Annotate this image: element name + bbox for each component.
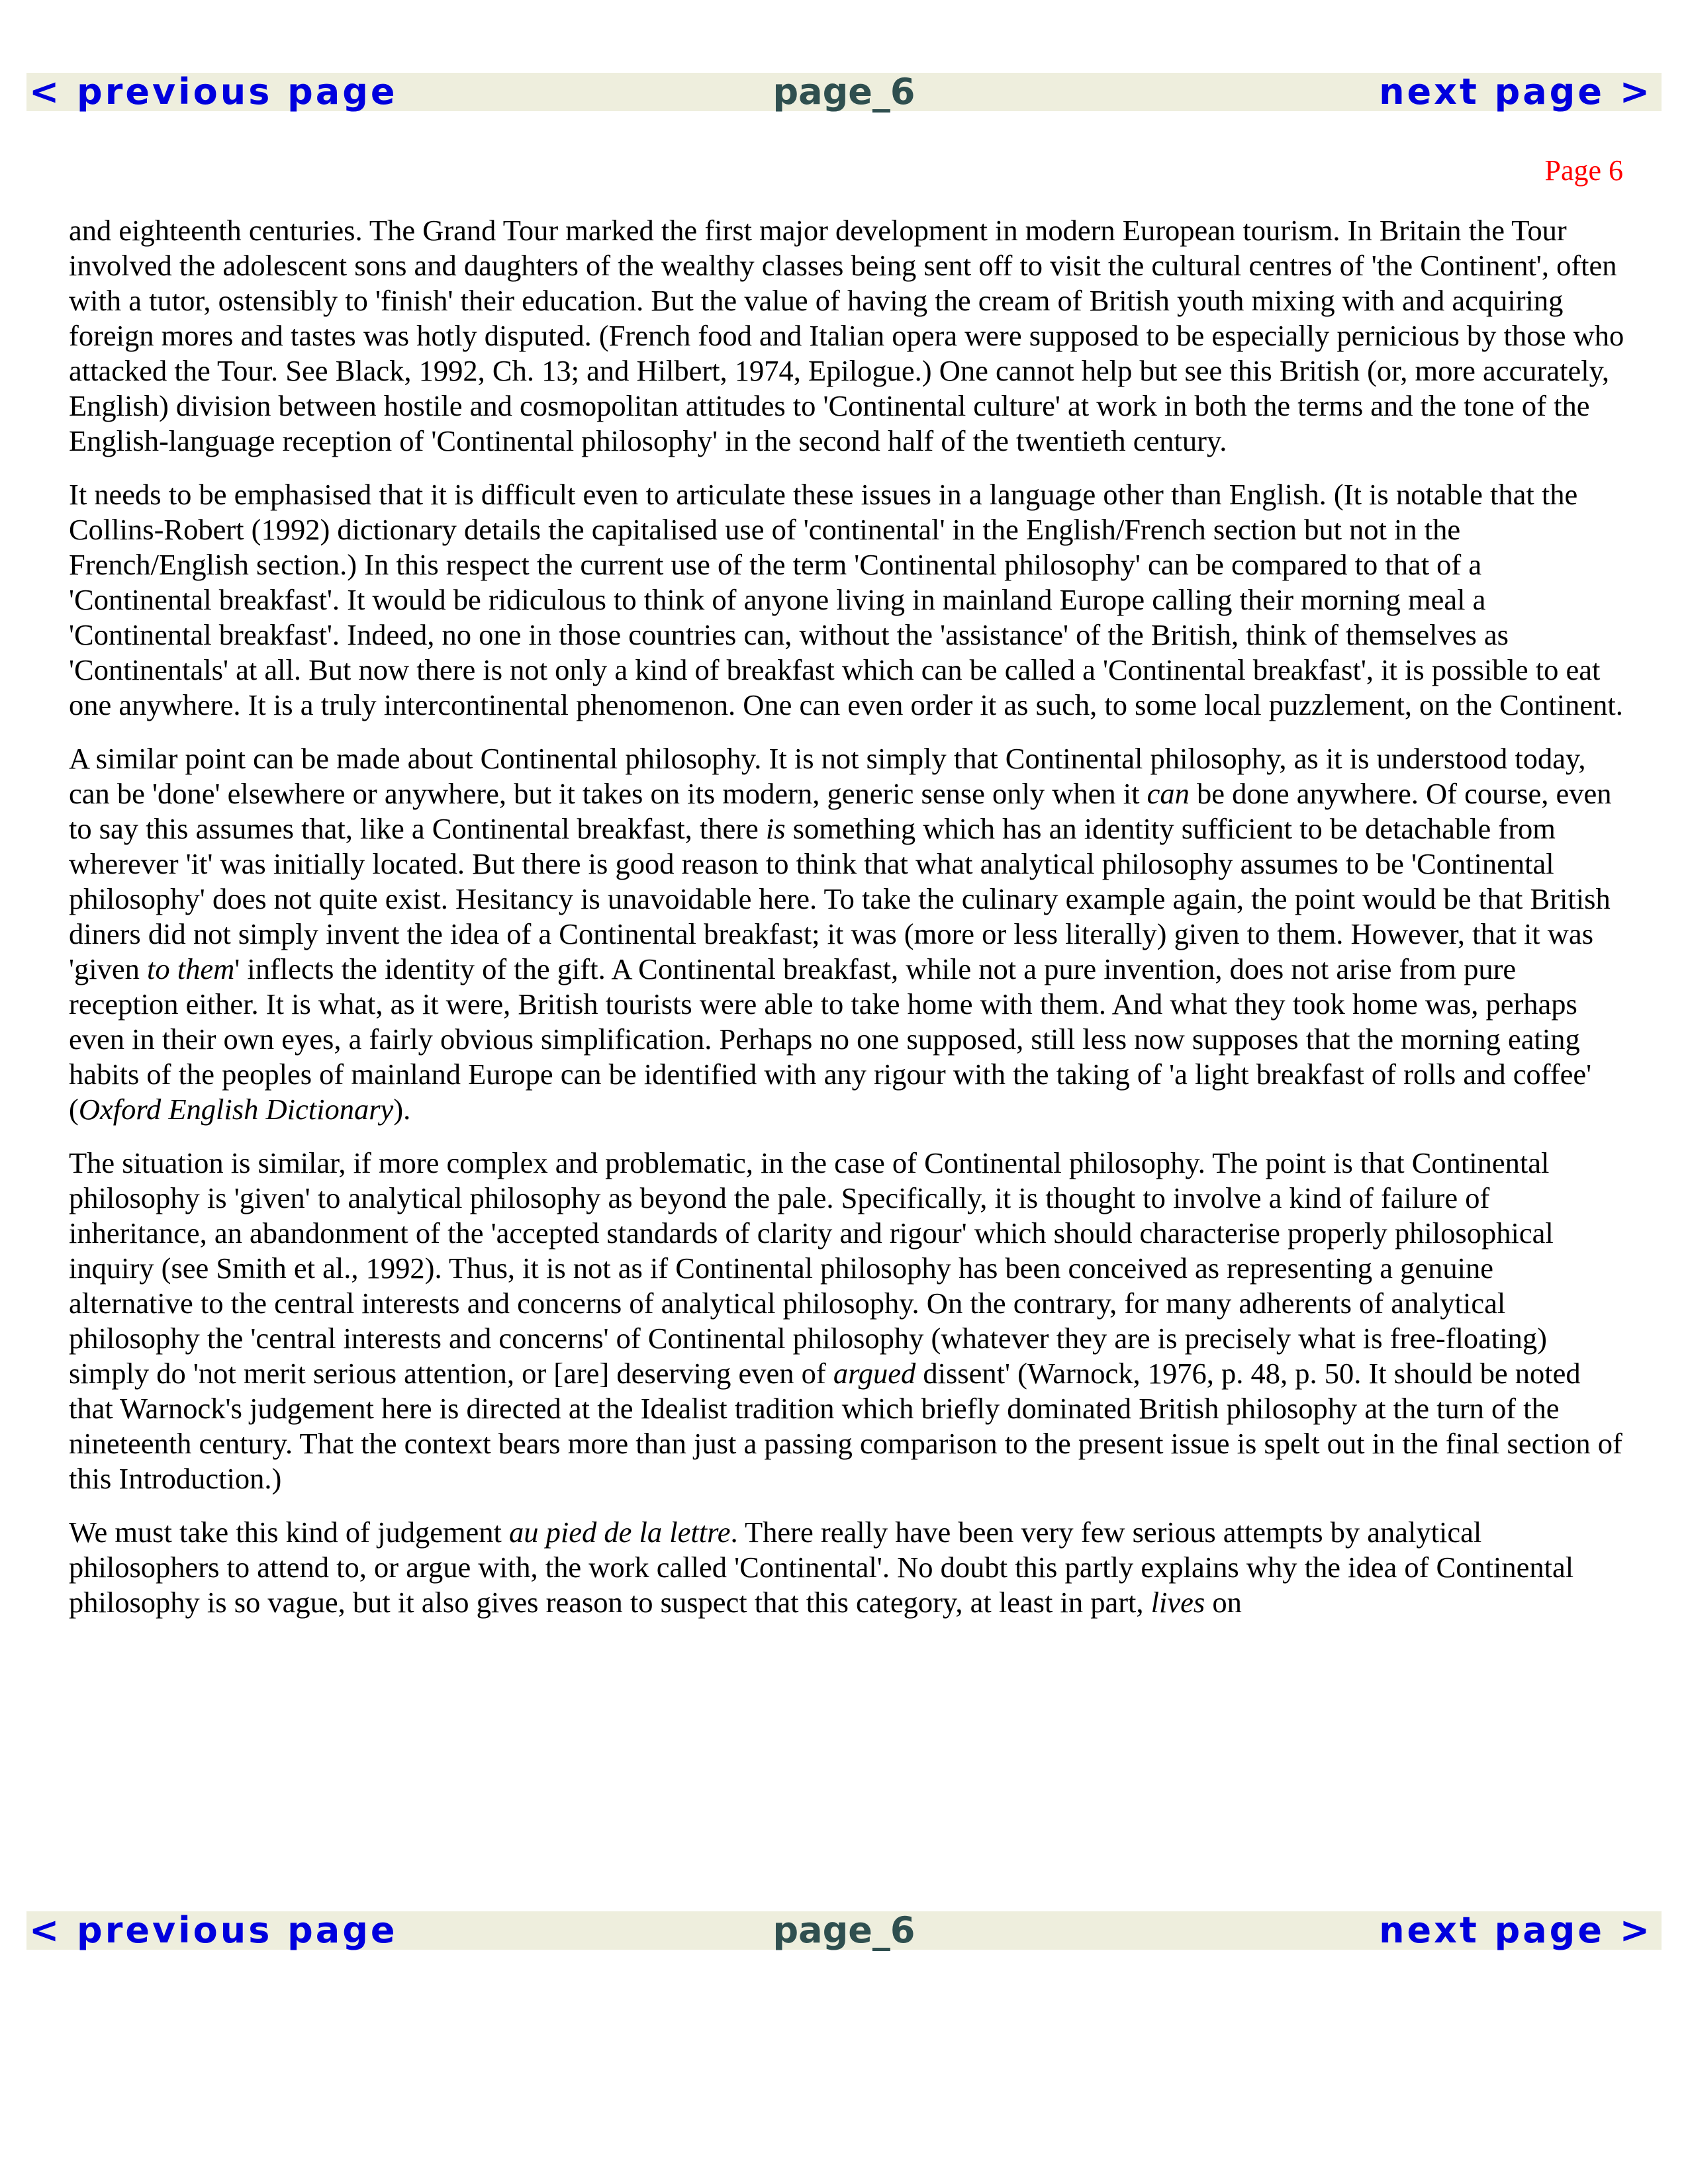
emphasis-text: au pied de la lettre	[509, 1516, 731, 1549]
page-number-label: Page 6	[1544, 154, 1623, 187]
text-run: something which has an identity sufficient to be detachable from wherever 'it' was initially located. But there is good reason to think that what analytical philosophy assumes to be 'Continental philosophy' does not quite exist. Hesitancy is unavoidable here. To take the culinary example again, the point would be that British diners did not simply invent the idea of a Continental breakfast; it was (more or less literally) given to them. However, that it was 'given	[69, 812, 1611, 985]
text-run: We must take this kind of judgement	[69, 1516, 510, 1549]
paragraph-2: It needs to be emphasised that it is difficult even to articulate these issues in a language other than English. (It is notable that the Collins-Robert (1992) dictionary details the capitalised use of 'continental' in the English/French section but not in the French/English section.) In this respect the current use of the term 'Continental philosophy' can be compared to that of a 'Continental breakfast'. It would be ridiculous to think of anyone living in mainland Europe calling their morning meal a 'Continental breakfast'. Indeed, no one in those countries can, without the 'assistance' of the British, think of themselves as 'Continentals' at all. But now there is not only a kind of breakfast which can be called a 'Continental breakfast', it is possible to eat one anywhere. It is a truly intercontinental phenomenon. One can even order it as such, to some local puzzlement, on the Continent.	[69, 478, 1623, 721]
emphasis-text: is	[765, 812, 786, 845]
bottom-navigation-bar	[26, 1911, 1662, 1950]
paragraph-4	[69, 1146, 1624, 1496]
text-run: on	[1205, 1586, 1242, 1619]
nav-page-title: page_6	[773, 71, 915, 113]
book-title: Oxford English Dictionary	[78, 1093, 394, 1126]
text-run: be done anywhere. Of course, even to say this assumes that, like a Continental breakfast, there	[69, 777, 1612, 845]
emphasis-text: can	[1147, 777, 1190, 810]
text-run: ' inflects the identity of the gift. A Continental breakfast, while not a pure invention, does not arise from pure reception either. It is what, as it were, British tourists were able to take home with them. And what they took home was, perhaps even in their own eyes, a fairly obvious simplification. Perhaps no one supposed, still less now supposes that the morning eating habits of the peoples of mainland Europe can be identified with any rigour with the taking of 'a light breakfast of rolls and coffee' (	[69, 952, 1592, 1126]
next-page-link[interactable]: next page >	[1379, 71, 1652, 113]
document-body	[69, 213, 1624, 1639]
text-run: ).	[393, 1093, 411, 1126]
top-navigation-bar	[26, 73, 1662, 111]
paragraph-3	[69, 741, 1624, 1127]
text-run: dissent' (Warnock, 1976, p. 48, p. 50. It should be noted that Warnock's judgement here is directed at the Idealist tradition which briefly dominated British philosophy at the turn of the nineteenth century. That the context bears more than just a passing comparison to the present issue is spelt out in the final section of this Introduction.)	[69, 1357, 1622, 1495]
previous-page-link[interactable]: < previous page	[29, 1909, 398, 1951]
next-page-link[interactable]: next page >	[1379, 1909, 1652, 1951]
text-run: . There really have been very few serious attempts by analytical philosophers to attend to, or argue with, the work called 'Continental'. No doubt this partly explains why the idea of Continental philosophy is so vague, but it also gives reason to suspect that this category, at least in part,	[69, 1516, 1574, 1619]
text-run: The situation is similar, if more complex and problematic, in the case of Continental philosophy. The point is that Continental philosophy is 'given' to analytical philosophy as beyond the pale. Specifically, it is thought to involve a kind of failure of inheritance, an abandonment of the 'accepted standards of clarity and rigour' which should characterise properly philosophical inquiry (see Smith et al., 1992). Thus, it is not as if Continental philosophy has been conceived as representing a genuine alternative to the central interests and concerns of analytical philosophy. On the contrary, for many adherents of analytical philosophy the 'central interests and concerns' of Continental philosophy (whatever they are is precisely what is free-floating) simply do 'not merit serious attention, or [are] deserving even of	[69, 1146, 1554, 1390]
emphasis-text: lives	[1150, 1586, 1205, 1619]
paragraph-5	[69, 1515, 1624, 1620]
text-run: A similar point can be made about Continental philosophy. It is not simply that Continental philosophy, as it is understood today, can be 'done' elsewhere or anywhere, but it takes on its modern, generic sense only when it	[69, 742, 1586, 810]
emphasis-text: argued	[833, 1357, 916, 1390]
previous-page-link[interactable]: < previous page	[29, 71, 398, 113]
paragraph-1: and eighteenth centuries. The Grand Tour marked the first major development in modern European tourism. In Britain the Tour involved the adolescent sons and daughters of the wealthy classes being sent off to visit the cultural centres of 'the Continent', often with a tutor, ostensibly to 'finish' their education. But the value of having the cream of British youth mixing with and acquiring foreign mores and tastes was hotly disputed. (French food and Italian opera were supposed to be especially pernicious by those who attacked the Tour. See Black, 1992, Ch. 13; and Hilbert, 1974, Epilogue.) One cannot help but see this British (or, more accurately, English) division between hostile and cosmopolitan attitudes to 'Continental culture' at work in both the terms and the tone of the English-language reception of 'Continental philosophy' in the second half of the twentieth century.	[69, 214, 1624, 457]
nav-page-title: page_6	[773, 1909, 915, 1951]
emphasis-text: to them	[147, 952, 235, 985]
